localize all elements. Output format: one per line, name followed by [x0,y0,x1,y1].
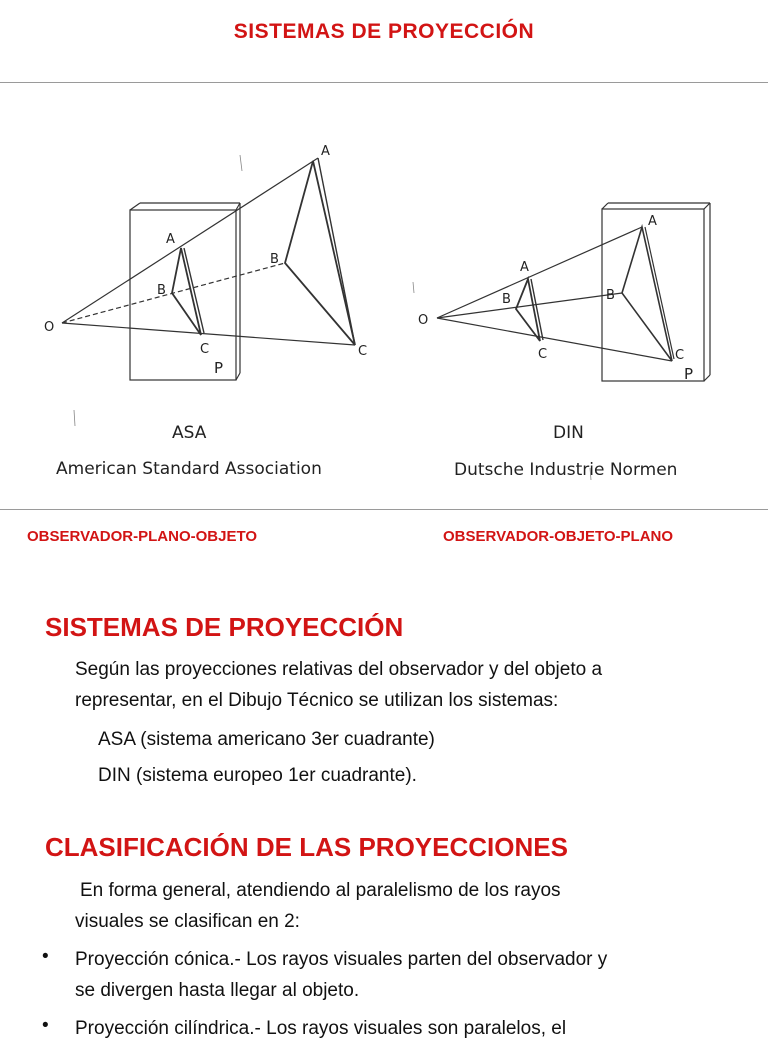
bullet-marker: • [42,1015,49,1036]
observer-order-asa: OBSERVADOR-PLANO-OBJETO [27,528,258,545]
asa-object [285,161,355,345]
din-label-o: O [418,313,429,328]
asa-label-a: A [166,232,175,247]
asa-label-b2: B [270,252,279,267]
section-heading-classification: CLASIFICACIÓN DE LAS PROYECCIONES [45,832,568,862]
bullet-marker: • [42,946,49,967]
din-name: Dutsche Industrie Normen [454,460,678,480]
din-projection-plane [602,209,704,381]
din-label-b2: B [606,288,615,303]
systems-paragraph-line-2: representar, en el Dibujo Técnico se utilizan los sistemas: [75,690,559,711]
projection-systems-figure [0,83,768,508]
din-label-c: C [538,347,548,362]
asa-label-p: P [214,359,224,377]
classification-intro-line-2: visuales se clasifican en 2: [75,911,300,932]
asa-projection-plane [130,210,236,380]
din-projection [622,227,672,361]
observer-order-din: OBSERVADOR-OBJETO-PLANO [443,528,674,545]
bullet-conica-line-2: se divergen hasta llegar al objeto. [75,980,360,1001]
asa-label-c2: C [358,344,368,359]
asa-label-o: O [44,320,55,335]
asa-label-b: B [157,283,166,298]
asa-label-c: C [200,342,210,357]
page-title: SISTEMAS DE PROYECCIÓN [233,20,535,43]
bullet-cilindrica-line-1: Proyección cilíndrica.- Los rayos visuales son paralelos, el [75,1018,567,1039]
asa-code: ASA [172,423,207,443]
asa-label-a2: A [321,144,330,159]
din-label-b: B [502,292,511,307]
asa-ray-a [62,158,318,323]
din-label-a2: A [648,214,657,229]
system-item-din: DIN (sistema europeo 1er cuadrante). [98,765,417,786]
bullet-conica-line-1: Proyección cónica.- Los rayos visuales parten del observador y [75,949,608,970]
din-code: DIN [553,423,584,443]
din-label-a: A [520,260,529,275]
systems-paragraph-line-1: Según las proyecciones relativas del observador y del objeto a [75,659,603,680]
figure-divider [0,509,768,510]
asa-name: American Standard Association [56,459,322,479]
asa-diagram [62,155,355,426]
din-ray-c [437,318,672,361]
system-item-asa: ASA (sistema americano 3er cuadrante) [98,729,435,750]
classification-intro-line-1: En forma general, atendiendo al paralelismo de los rayos [80,880,561,901]
din-label-p: P [684,365,694,383]
section-heading-systems: SISTEMAS DE PROYECCIÓN [45,612,404,642]
asa-ray-b [62,263,285,323]
din-label-c2: C [675,348,685,363]
